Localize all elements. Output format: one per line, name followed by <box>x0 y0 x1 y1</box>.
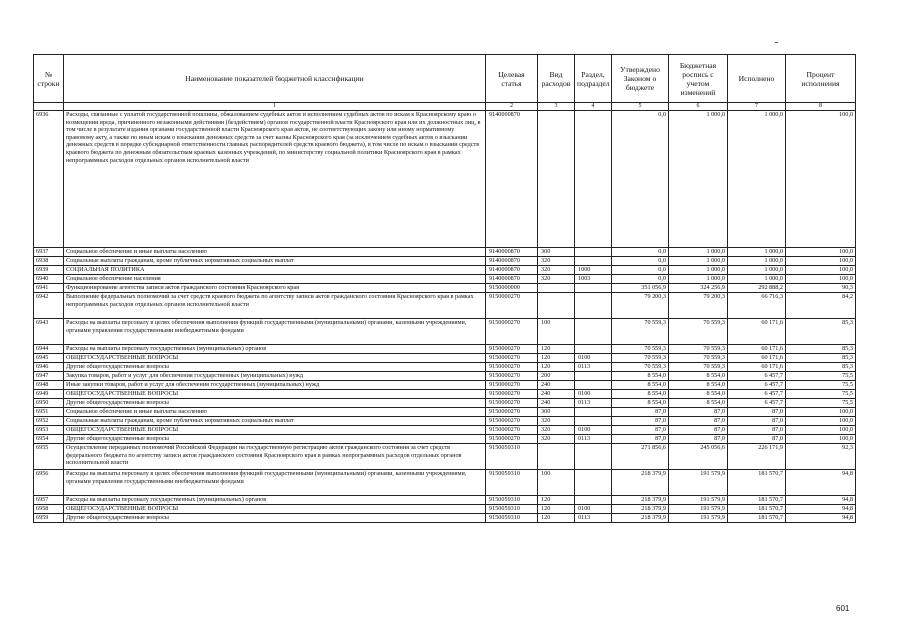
cell-percent: 85,3 <box>786 354 856 363</box>
table-row <box>34 275 856 284</box>
cell-expense-type: 300 <box>538 408 575 417</box>
cell-indicator-name: Расходы на выплаты персоналу в целях обеспечения выполнения функций государственными (муниципальными) органами, казенными учреждениями, органами управления государственными внебюджетными фондами <box>64 470 486 496</box>
cell-indicator-name: Расходы на выплаты персоналу государственных (муниципальных) органов <box>64 496 486 505</box>
cell-expense-type <box>538 293 575 319</box>
cell-budget-list: 191 579,9 <box>669 514 728 523</box>
table-row <box>34 470 856 496</box>
cell-expense-type: 120 <box>538 514 575 523</box>
cell-percent: 92,3 <box>786 444 856 470</box>
cell-percent: 100,0 <box>786 266 856 275</box>
cell-row-number: 6954 <box>34 435 64 444</box>
table-row <box>34 257 856 266</box>
cell-row-number: 6948 <box>34 381 64 390</box>
column-number: 5 <box>612 103 669 111</box>
cell-approved: 218 379,9 <box>612 470 669 496</box>
cell-expense-type: 300 <box>538 248 575 257</box>
cell-target-article: 9150000270 <box>486 363 538 372</box>
table-row <box>34 417 856 426</box>
cell-row-number: 6939 <box>34 266 64 275</box>
cell-row-number: 6942 <box>34 293 64 319</box>
cell-approved: 0,0 <box>612 111 669 248</box>
column-number: 3 <box>538 103 575 111</box>
cell-percent: 75,5 <box>786 399 856 408</box>
cell-target-article: 9140000870 <box>486 266 538 275</box>
cell-target-article: 9150000270 <box>486 417 538 426</box>
cell-target-article: 9150059310 <box>486 470 538 496</box>
cell-executed: 1 000,0 <box>728 257 786 266</box>
cell-percent: 100,0 <box>786 257 856 266</box>
cell-indicator-name: ОБЩЕГОСУДАРСТВЕННЫЕ ВОПРОСЫ <box>64 390 486 399</box>
table-row <box>34 408 856 417</box>
cell-percent: 94,8 <box>786 505 856 514</box>
cell-row-number: 6940 <box>34 275 64 284</box>
cell-budget-list: 87,0 <box>669 417 728 426</box>
cell-budget-list: 8 554,0 <box>669 399 728 408</box>
cell-row-number: 6952 <box>34 417 64 426</box>
cell-approved: 0,0 <box>612 275 669 284</box>
cell-expense-type <box>538 284 575 293</box>
column-number: 1 <box>64 103 486 111</box>
cell-indicator-name: Социальные выплаты гражданам, кроме публичных нормативных социальных выплат <box>64 257 486 266</box>
cell-executed: 292 888,2 <box>728 284 786 293</box>
cell-indicator-name: Другие общегосударственные вопросы <box>64 363 486 372</box>
cell-row-number: 6949 <box>34 390 64 399</box>
table-row <box>34 399 856 408</box>
cell-row-number: 6950 <box>34 399 64 408</box>
cell-budget-list: 1 000,0 <box>669 248 728 257</box>
cell-target-article: 9150000270 <box>486 293 538 319</box>
cell-expense-type: 120 <box>538 363 575 372</box>
cell-approved: 70 559,3 <box>612 319 669 345</box>
table-row <box>34 363 856 372</box>
cell-executed: 6 457,7 <box>728 372 786 381</box>
cell-expense-type: 100 <box>538 319 575 345</box>
cell-budget-list: 1 000,0 <box>669 275 728 284</box>
cell-executed: 87,0 <box>728 417 786 426</box>
cell-row-number: 6947 <box>34 372 64 381</box>
cell-indicator-name: ОБЩЕГОСУДАРСТВЕННЫЕ ВОПРОСЫ <box>64 426 486 435</box>
cell-executed: 1 000,0 <box>728 111 786 248</box>
cell-budget-list: 70 559,3 <box>669 354 728 363</box>
table-row <box>34 248 856 257</box>
cell-row-number: 6945 <box>34 354 64 363</box>
cell-indicator-name: Расходы на выплаты персоналу в целях обеспечения выполнения функций государственными (муниципальными) органами, казенными учреждениями, органами управления государственными внебюджетными фондами <box>64 319 486 345</box>
cell-section <box>575 284 612 293</box>
cell-target-article: 9150000270 <box>486 372 538 381</box>
cell-percent: 85,3 <box>786 345 856 354</box>
cell-row-number: 6941 <box>34 284 64 293</box>
cell-section <box>575 345 612 354</box>
scan-mark <box>775 42 778 43</box>
header-target-article: Целевая статья <box>486 55 538 103</box>
header-expense-type: Вид расходов <box>538 55 575 103</box>
cell-target-article: 9150000270 <box>486 399 538 408</box>
cell-target-article: 9150000270 <box>486 408 538 417</box>
cell-section <box>575 470 612 496</box>
cell-percent: 94,8 <box>786 470 856 496</box>
header-section: Раздел, подраздел <box>575 55 612 103</box>
cell-section <box>575 381 612 390</box>
cell-executed: 66 716,3 <box>728 293 786 319</box>
cell-executed: 60 171,6 <box>728 319 786 345</box>
cell-approved: 351 056,9 <box>612 284 669 293</box>
table-row <box>34 266 856 275</box>
cell-budget-list: 1 000,0 <box>669 111 728 248</box>
cell-row-number: 6953 <box>34 426 64 435</box>
cell-section: 0113 <box>575 399 612 408</box>
cell-executed: 181 570,7 <box>728 470 786 496</box>
column-number-empty <box>34 103 64 111</box>
cell-budget-list: 79 200,3 <box>669 293 728 319</box>
cell-expense-type: 240 <box>538 399 575 408</box>
table-row <box>34 319 856 345</box>
table-body <box>34 111 856 523</box>
cell-expense-type: 320 <box>538 435 575 444</box>
cell-indicator-name: Социальное обеспечение и иные выплаты населению <box>64 408 486 417</box>
cell-executed: 181 570,7 <box>728 514 786 523</box>
table-row <box>34 435 856 444</box>
cell-budget-list: 70 559,3 <box>669 363 728 372</box>
cell-section <box>575 372 612 381</box>
table-row <box>34 514 856 523</box>
cell-target-article: 9150000270 <box>486 390 538 399</box>
cell-approved: 0,0 <box>612 257 669 266</box>
cell-percent: 100,0 <box>786 426 856 435</box>
cell-approved: 8 554,0 <box>612 381 669 390</box>
cell-percent: 100,0 <box>786 111 856 248</box>
cell-section: 0113 <box>575 435 612 444</box>
table-row <box>34 293 856 319</box>
cell-target-article: 9150000270 <box>486 319 538 345</box>
cell-indicator-name: ОБЩЕГОСУДАРСТВЕННЫЕ ВОПРОСЫ <box>64 505 486 514</box>
cell-indicator-name: Другие общегосударственные вопросы <box>64 435 486 444</box>
cell-expense-type: 320 <box>538 266 575 275</box>
cell-budget-list: 70 559,3 <box>669 345 728 354</box>
column-number: 7 <box>728 103 786 111</box>
cell-approved: 218 379,9 <box>612 496 669 505</box>
cell-target-article: 9140000870 <box>486 111 538 248</box>
cell-row-number: 6955 <box>34 444 64 470</box>
cell-target-article: 9150000270 <box>486 354 538 363</box>
cell-executed: 6 457,7 <box>728 381 786 390</box>
cell-section: 1003 <box>575 275 612 284</box>
cell-budget-list: 1 000,0 <box>669 266 728 275</box>
cell-row-number: 6957 <box>34 496 64 505</box>
cell-approved: 218 379,9 <box>612 514 669 523</box>
cell-budget-list: 191 579,9 <box>669 470 728 496</box>
cell-expense-type: 320 <box>538 275 575 284</box>
cell-percent: 100,0 <box>786 408 856 417</box>
cell-section: 0100 <box>575 426 612 435</box>
table-row <box>34 496 856 505</box>
cell-approved: 87,0 <box>612 408 669 417</box>
table-row <box>34 444 856 470</box>
cell-section <box>575 417 612 426</box>
cell-row-number: 6959 <box>34 514 64 523</box>
cell-expense-type: 240 <box>538 381 575 390</box>
table-row <box>34 111 856 248</box>
cell-budget-list: 191 579,9 <box>669 505 728 514</box>
budget-execution-table <box>33 54 856 523</box>
cell-executed: 87,0 <box>728 435 786 444</box>
cell-budget-list: 8 554,0 <box>669 390 728 399</box>
cell-indicator-name: Выполнение федеральных полномочий за счет средств краевого бюджета по агентству записи актов гражданского состояния Красноярского края в рамках непрограммных расходов отдельных органов исполнительной власти <box>64 293 486 319</box>
cell-row-number: 6938 <box>34 257 64 266</box>
cell-executed: 6 457,7 <box>728 399 786 408</box>
cell-budget-list: 1 000,0 <box>669 257 728 266</box>
cell-row-number: 6943 <box>34 319 64 345</box>
cell-approved: 70 559,3 <box>612 354 669 363</box>
cell-section <box>575 496 612 505</box>
cell-budget-list: 8 554,0 <box>669 372 728 381</box>
cell-percent: 75,5 <box>786 381 856 390</box>
cell-percent: 94,8 <box>786 496 856 505</box>
cell-budget-list: 87,0 <box>669 426 728 435</box>
header-budget-list: Бюджетная роспись с учетом изменений <box>669 55 728 103</box>
cell-indicator-name: Социальное обеспечение населения <box>64 275 486 284</box>
cell-expense-type: 120 <box>538 345 575 354</box>
cell-target-article: 9150059310 <box>486 514 538 523</box>
cell-executed: 6 457,7 <box>728 390 786 399</box>
cell-section: 1000 <box>575 266 612 275</box>
cell-indicator-name: Функционирование агентства записи актов гражданского состояния Красноярского края <box>64 284 486 293</box>
cell-percent: 100,0 <box>786 248 856 257</box>
column-number: 4 <box>575 103 612 111</box>
header-indicator-name: Наименование показателей бюджетной классификации <box>64 55 486 103</box>
cell-section: 0113 <box>575 363 612 372</box>
cell-target-article: 9140000870 <box>486 248 538 257</box>
cell-budget-list: 70 559,3 <box>669 319 728 345</box>
cell-indicator-name: Другие общегосударственные вопросы <box>64 399 486 408</box>
cell-percent: 75,5 <box>786 390 856 399</box>
cell-section: 0100 <box>575 354 612 363</box>
header-executed: Исполнено <box>728 55 786 103</box>
header-row-number: № строки <box>34 55 64 103</box>
cell-section <box>575 248 612 257</box>
cell-approved: 271 856,6 <box>612 444 669 470</box>
cell-approved: 0,0 <box>612 266 669 275</box>
cell-indicator-name: Другие общегосударственные вопросы <box>64 514 486 523</box>
cell-section: 0113 <box>575 514 612 523</box>
cell-approved: 79 200,3 <box>612 293 669 319</box>
cell-percent: 100,0 <box>786 275 856 284</box>
table-row <box>34 372 856 381</box>
cell-target-article: 9140000870 <box>486 275 538 284</box>
cell-row-number: 6956 <box>34 470 64 496</box>
cell-percent: 85,3 <box>786 319 856 345</box>
cell-row-number: 6946 <box>34 363 64 372</box>
cell-executed: 1 000,0 <box>728 248 786 257</box>
cell-row-number: 6937 <box>34 248 64 257</box>
cell-approved: 70 559,3 <box>612 345 669 354</box>
cell-expense-type <box>538 111 575 248</box>
cell-executed: 1 000,0 <box>728 275 786 284</box>
cell-budget-list: 8 554,0 <box>669 381 728 390</box>
cell-expense-type: 200 <box>538 372 575 381</box>
cell-executed: 181 570,7 <box>728 496 786 505</box>
cell-expense-type: 320 <box>538 426 575 435</box>
cell-percent: 85,3 <box>786 363 856 372</box>
cell-indicator-name: СОЦИАЛЬНАЯ ПОЛИТИКА <box>64 266 486 275</box>
cell-percent: 94,8 <box>786 514 856 523</box>
cell-percent: 75,5 <box>786 372 856 381</box>
table-row <box>34 426 856 435</box>
header-approved-by-law: Утверждено Законом о бюджете <box>612 55 669 103</box>
cell-executed: 60 171,6 <box>728 363 786 372</box>
column-number: 8 <box>786 103 856 111</box>
cell-approved: 8 554,0 <box>612 399 669 408</box>
cell-budget-list: 324 256,9 <box>669 284 728 293</box>
cell-approved: 87,0 <box>612 435 669 444</box>
table-row <box>34 284 856 293</box>
cell-approved: 70 559,3 <box>612 363 669 372</box>
cell-target-article: 9150000000 <box>486 284 538 293</box>
table-row <box>34 505 856 514</box>
cell-executed: 60 171,6 <box>728 354 786 363</box>
cell-indicator-name: Иные закупки товаров, работ и услуг для обеспечения государственных (муниципальных) нужд <box>64 381 486 390</box>
table-header <box>34 55 856 111</box>
cell-approved: 87,0 <box>612 426 669 435</box>
cell-row-number: 6944 <box>34 345 64 354</box>
cell-section <box>575 257 612 266</box>
cell-percent: 84,2 <box>786 293 856 319</box>
cell-expense-type: 120 <box>538 354 575 363</box>
cell-indicator-name: Закупка товаров, работ и услуг для обеспечения государственных (муниципальных) нужд <box>64 372 486 381</box>
cell-expense-type: 120 <box>538 505 575 514</box>
cell-section <box>575 111 612 248</box>
cell-expense-type <box>538 444 575 470</box>
cell-section <box>575 408 612 417</box>
cell-indicator-name: Расходы, связанные с уплатой государственной пошлины, обжалованием судебных актов и исполнением судебных актов по искам к Красноярскому краю о возмещении вреда, причиненного незаконными действиями (бездействием) органов государственной власти Красноярского края или их должностных лиц, в том числе в результате издания органами государственной власти Красноярского края актов, не соответствующих закону или иному нормативному правовому акту, а также по иным искам о взыскании денежных средств за счет казны Красноярского края (за исключением судебных актов о взыскании денежных средств в порядке субсидиарной ответственности главных распорядителей средств краевого бюджета), в том числе по искам о взыскании средств краевого бюджета по денежным обязательствам краевых казенных учреждений, по министерству социальной политики Красноярского края в рамках непрограммных расходов отдельных органов исполнительной власти <box>64 111 486 248</box>
cell-section <box>575 444 612 470</box>
cell-executed: 87,0 <box>728 408 786 417</box>
cell-row-number: 6951 <box>34 408 64 417</box>
cell-executed: 60 171,6 <box>728 345 786 354</box>
cell-section <box>575 319 612 345</box>
cell-budget-list: 87,0 <box>669 408 728 417</box>
cell-percent: 100,0 <box>786 435 856 444</box>
column-number: 2 <box>486 103 538 111</box>
cell-target-article: 9150059310 <box>486 496 538 505</box>
cell-indicator-name: Социальные выплаты гражданам, кроме публичных нормативных социальных выплат <box>64 417 486 426</box>
cell-row-number: 6936 <box>34 111 64 248</box>
cell-section: 0100 <box>575 390 612 399</box>
cell-expense-type: 120 <box>538 496 575 505</box>
page-number: 601 <box>836 604 850 613</box>
cell-executed: 1 000,0 <box>728 266 786 275</box>
cell-percent: 90,3 <box>786 284 856 293</box>
table-row <box>34 345 856 354</box>
cell-executed: 181 570,7 <box>728 505 786 514</box>
cell-approved: 8 554,0 <box>612 372 669 381</box>
cell-target-article: 9150000270 <box>486 345 538 354</box>
cell-target-article: 9150059310 <box>486 444 538 470</box>
cell-indicator-name: ОБЩЕГОСУДАРСТВЕННЫЕ ВОПРОСЫ <box>64 354 486 363</box>
cell-target-article: 9150000270 <box>486 426 538 435</box>
cell-target-article: 9150000270 <box>486 381 538 390</box>
cell-executed: 226 171,9 <box>728 444 786 470</box>
cell-expense-type: 320 <box>538 257 575 266</box>
cell-section: 0100 <box>575 505 612 514</box>
cell-budget-list: 245 056,6 <box>669 444 728 470</box>
table-row <box>34 390 856 399</box>
cell-approved: 0,0 <box>612 248 669 257</box>
cell-target-article: 9150059310 <box>486 505 538 514</box>
cell-expense-type: 100 <box>538 470 575 496</box>
cell-approved: 8 554,0 <box>612 390 669 399</box>
cell-section <box>575 293 612 319</box>
cell-budget-list: 191 579,9 <box>669 496 728 505</box>
cell-indicator-name: Осуществление переданных полномочий Российской Федерации на государственную регистрацию актов гражданского состояния за счет средств федерального бюджета по агентству записи актов гражданского состояния Красноярского края в рамках непрограммных расходов отдельных органов исполнительной власти <box>64 444 486 470</box>
header-percent: Процент исполнения <box>786 55 856 103</box>
column-number: 6 <box>669 103 728 111</box>
column-number-row <box>34 103 856 111</box>
cell-target-article: 9150000270 <box>486 435 538 444</box>
cell-indicator-name: Социальное обеспечение и иные выплаты населению <box>64 248 486 257</box>
table-row <box>34 354 856 363</box>
cell-approved: 87,0 <box>612 417 669 426</box>
cell-executed: 87,0 <box>728 426 786 435</box>
cell-budget-list: 87,0 <box>669 435 728 444</box>
cell-target-article: 9140000870 <box>486 257 538 266</box>
table-row <box>34 381 856 390</box>
cell-indicator-name: Расходы на выплаты персоналу государственных (муниципальных) органов <box>64 345 486 354</box>
cell-expense-type: 320 <box>538 417 575 426</box>
cell-expense-type: 240 <box>538 390 575 399</box>
cell-percent: 100,0 <box>786 417 856 426</box>
budget-table-container <box>33 54 855 523</box>
cell-row-number: 6958 <box>34 505 64 514</box>
cell-approved: 218 379,9 <box>612 505 669 514</box>
